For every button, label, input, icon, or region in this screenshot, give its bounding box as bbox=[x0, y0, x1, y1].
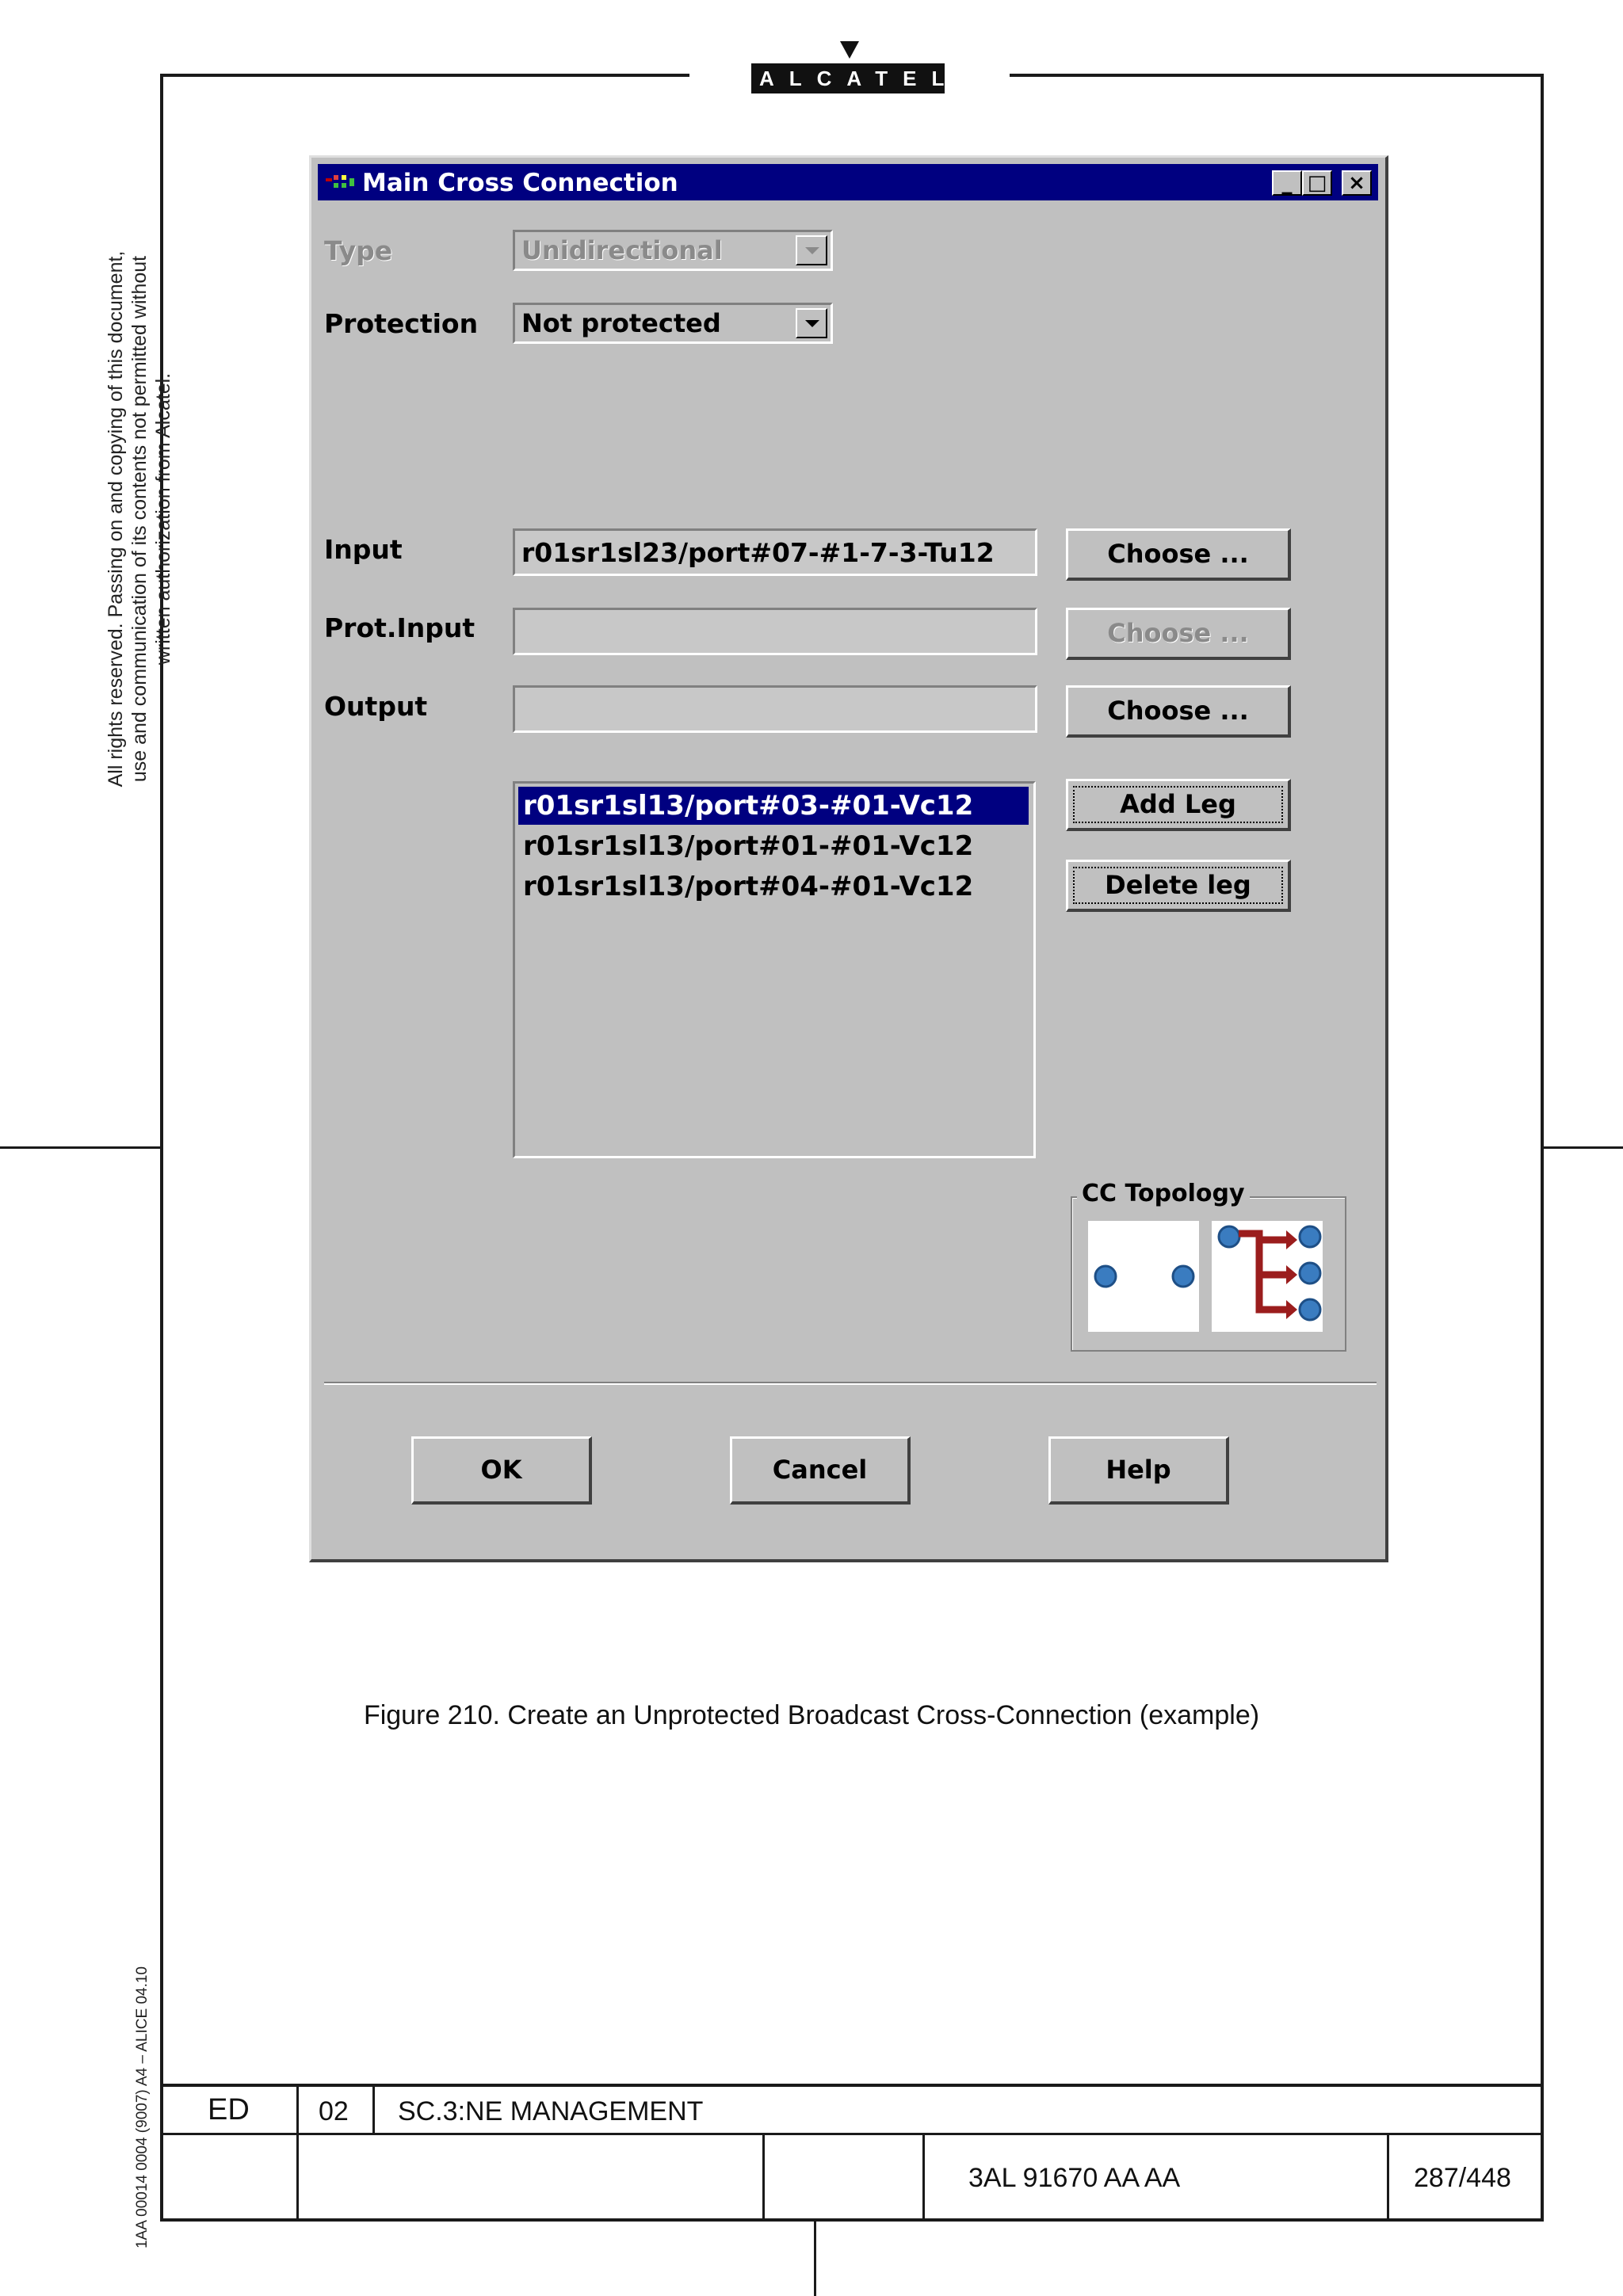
list-item[interactable]: r01sr1sl13/port#03-#01-Vc12 bbox=[518, 787, 1029, 825]
alcatel-logo: ALCATEL bbox=[751, 63, 945, 93]
frame-top-right bbox=[1010, 74, 1544, 77]
type-select-value: Unidirectional bbox=[521, 235, 723, 265]
alcatel-logo-triangle bbox=[840, 41, 859, 59]
broadcast-topology-icon[interactable] bbox=[1212, 1221, 1323, 1332]
footer-mid-line bbox=[160, 2133, 1544, 2135]
maximize-button[interactable]: □ bbox=[1302, 170, 1332, 196]
minimize-button[interactable]: _ bbox=[1272, 170, 1302, 196]
chevron-down-icon[interactable] bbox=[796, 308, 827, 338]
document-number: 3AL 91670 AA AA bbox=[968, 2163, 1181, 2193]
delete-leg-label: Delete leg bbox=[1105, 870, 1251, 900]
margin-mark-right bbox=[1544, 1146, 1623, 1149]
margin-mark-left bbox=[0, 1146, 160, 1149]
main-cross-connection-dialog bbox=[309, 155, 1388, 1562]
list-item[interactable]: r01sr1sl13/port#04-#01-Vc12 bbox=[523, 871, 974, 902]
chevron-down-icon bbox=[796, 235, 827, 265]
type-select bbox=[513, 230, 833, 271]
input-choose-button[interactable]: Choose ... bbox=[1066, 528, 1291, 581]
footer-col-3 bbox=[762, 2133, 765, 2220]
list-item[interactable]: r01sr1sl13/port#01-#01-Vc12 bbox=[523, 830, 974, 862]
figure-caption: Figure 210. Create an Unprotected Broadcast Cross-Connection (example) bbox=[363, 1700, 1260, 1730]
prot-input-field[interactable] bbox=[513, 608, 1037, 655]
protection-select[interactable] bbox=[513, 303, 833, 344]
type-label: Type bbox=[324, 235, 393, 266]
point-to-point-topology-icon[interactable] bbox=[1088, 1221, 1199, 1332]
prot-input-label: Prot.Input bbox=[324, 612, 475, 643]
footer-top-line bbox=[160, 2084, 1544, 2087]
help-button[interactable]: Help bbox=[1048, 1436, 1229, 1505]
app-icon bbox=[326, 174, 357, 191]
separator bbox=[324, 1382, 1377, 1385]
footer-col-4 bbox=[922, 2133, 925, 2220]
output-label: Output bbox=[324, 691, 428, 722]
section-title: SC.3:NE MANAGEMENT bbox=[398, 2096, 704, 2126]
legal-notice: All rights reserved. Passing on and copying of this document, use and communication of its contents not permitted without written authorization from Alcatel. bbox=[105, 250, 174, 788]
edition-value: 02 bbox=[319, 2096, 349, 2126]
protection-label: Protection bbox=[324, 308, 479, 339]
input-label: Input bbox=[324, 534, 403, 565]
delete-leg-button[interactable] bbox=[1066, 860, 1291, 912]
footer-col-1 bbox=[296, 2084, 299, 2220]
prot-input-choose-button: Choose ... bbox=[1066, 608, 1291, 660]
protection-select-value: Not protected bbox=[521, 308, 721, 338]
input-field-value: r01sr1sl23/port#07-#1-7-3-Tu12 bbox=[521, 537, 995, 568]
ok-button[interactable]: OK bbox=[411, 1436, 592, 1505]
legs-list[interactable] bbox=[513, 781, 1036, 1158]
document-code: 1AA 00014 0004 (9007) A4 – ALICE 04.10 bbox=[134, 1966, 151, 2249]
add-leg-label: Add Leg bbox=[1120, 789, 1236, 819]
add-leg-button[interactable] bbox=[1066, 779, 1291, 831]
page-number: 287/448 bbox=[1414, 2163, 1511, 2193]
edition-label: ED bbox=[208, 2093, 250, 2126]
output-field[interactable] bbox=[513, 685, 1037, 733]
focus-ring bbox=[1073, 867, 1283, 904]
input-field[interactable] bbox=[513, 528, 1037, 576]
bottom-tick bbox=[814, 2221, 816, 2296]
close-button[interactable]: × bbox=[1342, 170, 1372, 196]
window-title: Main Cross Connection bbox=[362, 169, 678, 197]
frame-top-left bbox=[160, 74, 689, 77]
cc-topology-title: CC Topology bbox=[1077, 1180, 1250, 1207]
footer-col-5 bbox=[1387, 2133, 1389, 2220]
cancel-button[interactable]: Cancel bbox=[730, 1436, 911, 1505]
footer-col-2 bbox=[372, 2084, 375, 2134]
title-bar[interactable] bbox=[318, 164, 1378, 200]
output-choose-button[interactable]: Choose ... bbox=[1066, 685, 1291, 738]
footer-bottom-line bbox=[160, 2218, 1544, 2222]
focus-ring bbox=[1073, 786, 1283, 823]
